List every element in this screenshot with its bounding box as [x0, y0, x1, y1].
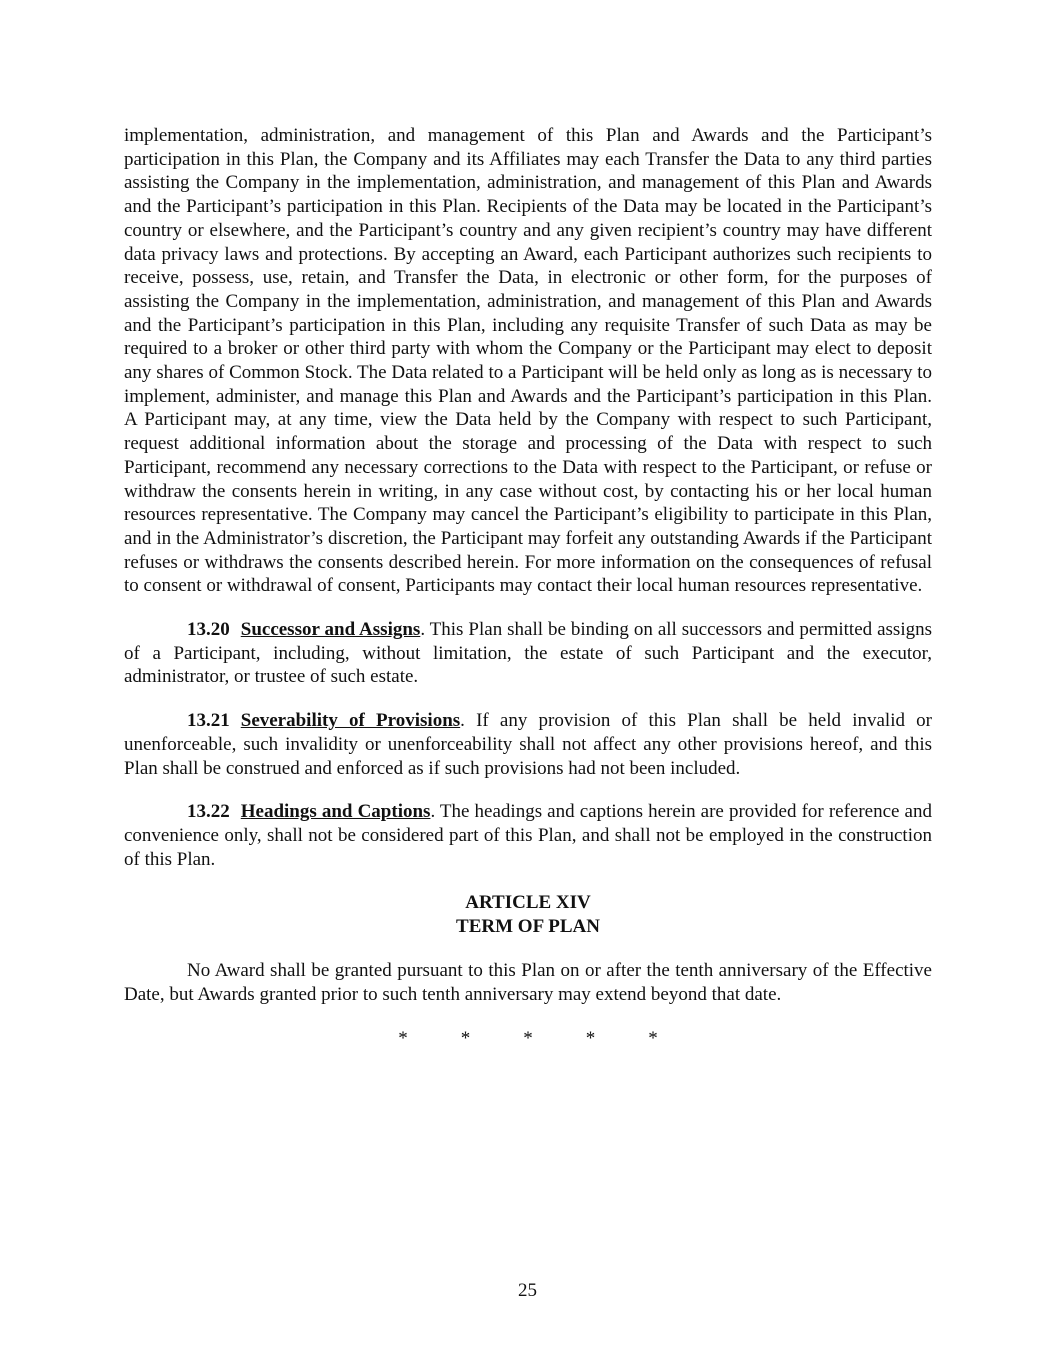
article-heading-block: [124, 891, 932, 938]
section-title: Successor and Assigns: [240, 619, 421, 641]
section-body: . If any provision of this Plan shall be held invalid or unenforceable, such invalidity or unenforceability shall not affect any other provisions hereof, and this Plan shall be construed and enforced as if such provisions had not been included.: [124, 710, 932, 779]
section-title: Severability of Provisions: [240, 710, 461, 732]
section-body: . This Plan shall be binding on all successors and permitted assigns of a Participant, including, without limitation, the estate of such Participant and the executor, administrator, or trustee of such estate.: [124, 619, 932, 688]
article-body: No Award shall be granted pursuant to this Plan on or after the tenth anniversary of the Effective Date, but Awards granted prior to such tenth anniversary may extend beyond that date.: [124, 959, 932, 1005]
page-number: 25: [518, 1280, 537, 1301]
star-separator: *: [460, 1028, 471, 1050]
star-separator: *: [585, 1028, 596, 1050]
section-number: 13.20: [187, 619, 230, 641]
section-13-20: [124, 618, 932, 689]
article-title: TERM OF PLAN: [456, 916, 600, 938]
section-13-22: [124, 800, 932, 871]
continued-paragraph: implementation, administration, and management of this Plan and Awards and the Participant’s participation in this Plan, the Company and its Affiliates may each Transfer the Data to any third parties assisting the Company in the implementation, administration, and management of this Plan and Awards and the Participant’s participation in this Plan. Recipients of the Data may be located in the Participant’s country or elsewhere, and the Participant’s country and any given recipient’s country may have different data privacy laws and protections. By accepting an Award, each Participant authorizes such recipients to receive, possess, use, retain, and Transfer the Data, in electronic or other form, for the purposes of assisting the Company in the implementation, administration, and management of this Plan and Awards and the Participant’s participation in this Plan, including any requisite Transfer of such Data as may be required to a broker or other third party with whom the Company or the Participant may elect to deposit any shares of Common Stock. The Data related to a Participant will be held only as long as is necessary to implement, administer, and manage this Plan and Awards and the Participant’s participation in this Plan. A Participant may, at any time, view the Data held by the Company with respect to such Participant, request additional information about the storage and processing of the Data with respect to such Participant, recommend any necessary corrections to the Data with respect to the Participant, or refuse or withdraw the consents herein in writing, in any case without cost, by contacting his or her local human resources representative. The Company may cancel the Participant’s eligibility to participate in this Plan, and in the Administrator’s discretion, the Participant may forfeit any outstanding Awards if the Participant refuses or withdraws the consents described herein. For more information on the consequences of refusal to consent or withdrawal of consent, Participants may contact their local human resources representative.: [124, 125, 932, 597]
section-body: . The headings and captions herein are provided for reference and convenience only, shall not be considered part of this Plan, and shall not be employed in the construction of this Plan.: [124, 801, 932, 870]
document-page: [124, 124, 932, 1051]
star-separator: *: [648, 1028, 658, 1050]
article-heading: ARTICLE XIV: [465, 892, 591, 914]
star-separator: *: [523, 1028, 533, 1050]
section-title: Headings and Captions: [240, 801, 431, 823]
section-number: 13.22: [187, 801, 230, 823]
section-13-21: [124, 709, 932, 780]
star-separator: *: [398, 1028, 408, 1050]
section-break-stars: [124, 1027, 932, 1051]
section-number: 13.21: [187, 710, 230, 732]
